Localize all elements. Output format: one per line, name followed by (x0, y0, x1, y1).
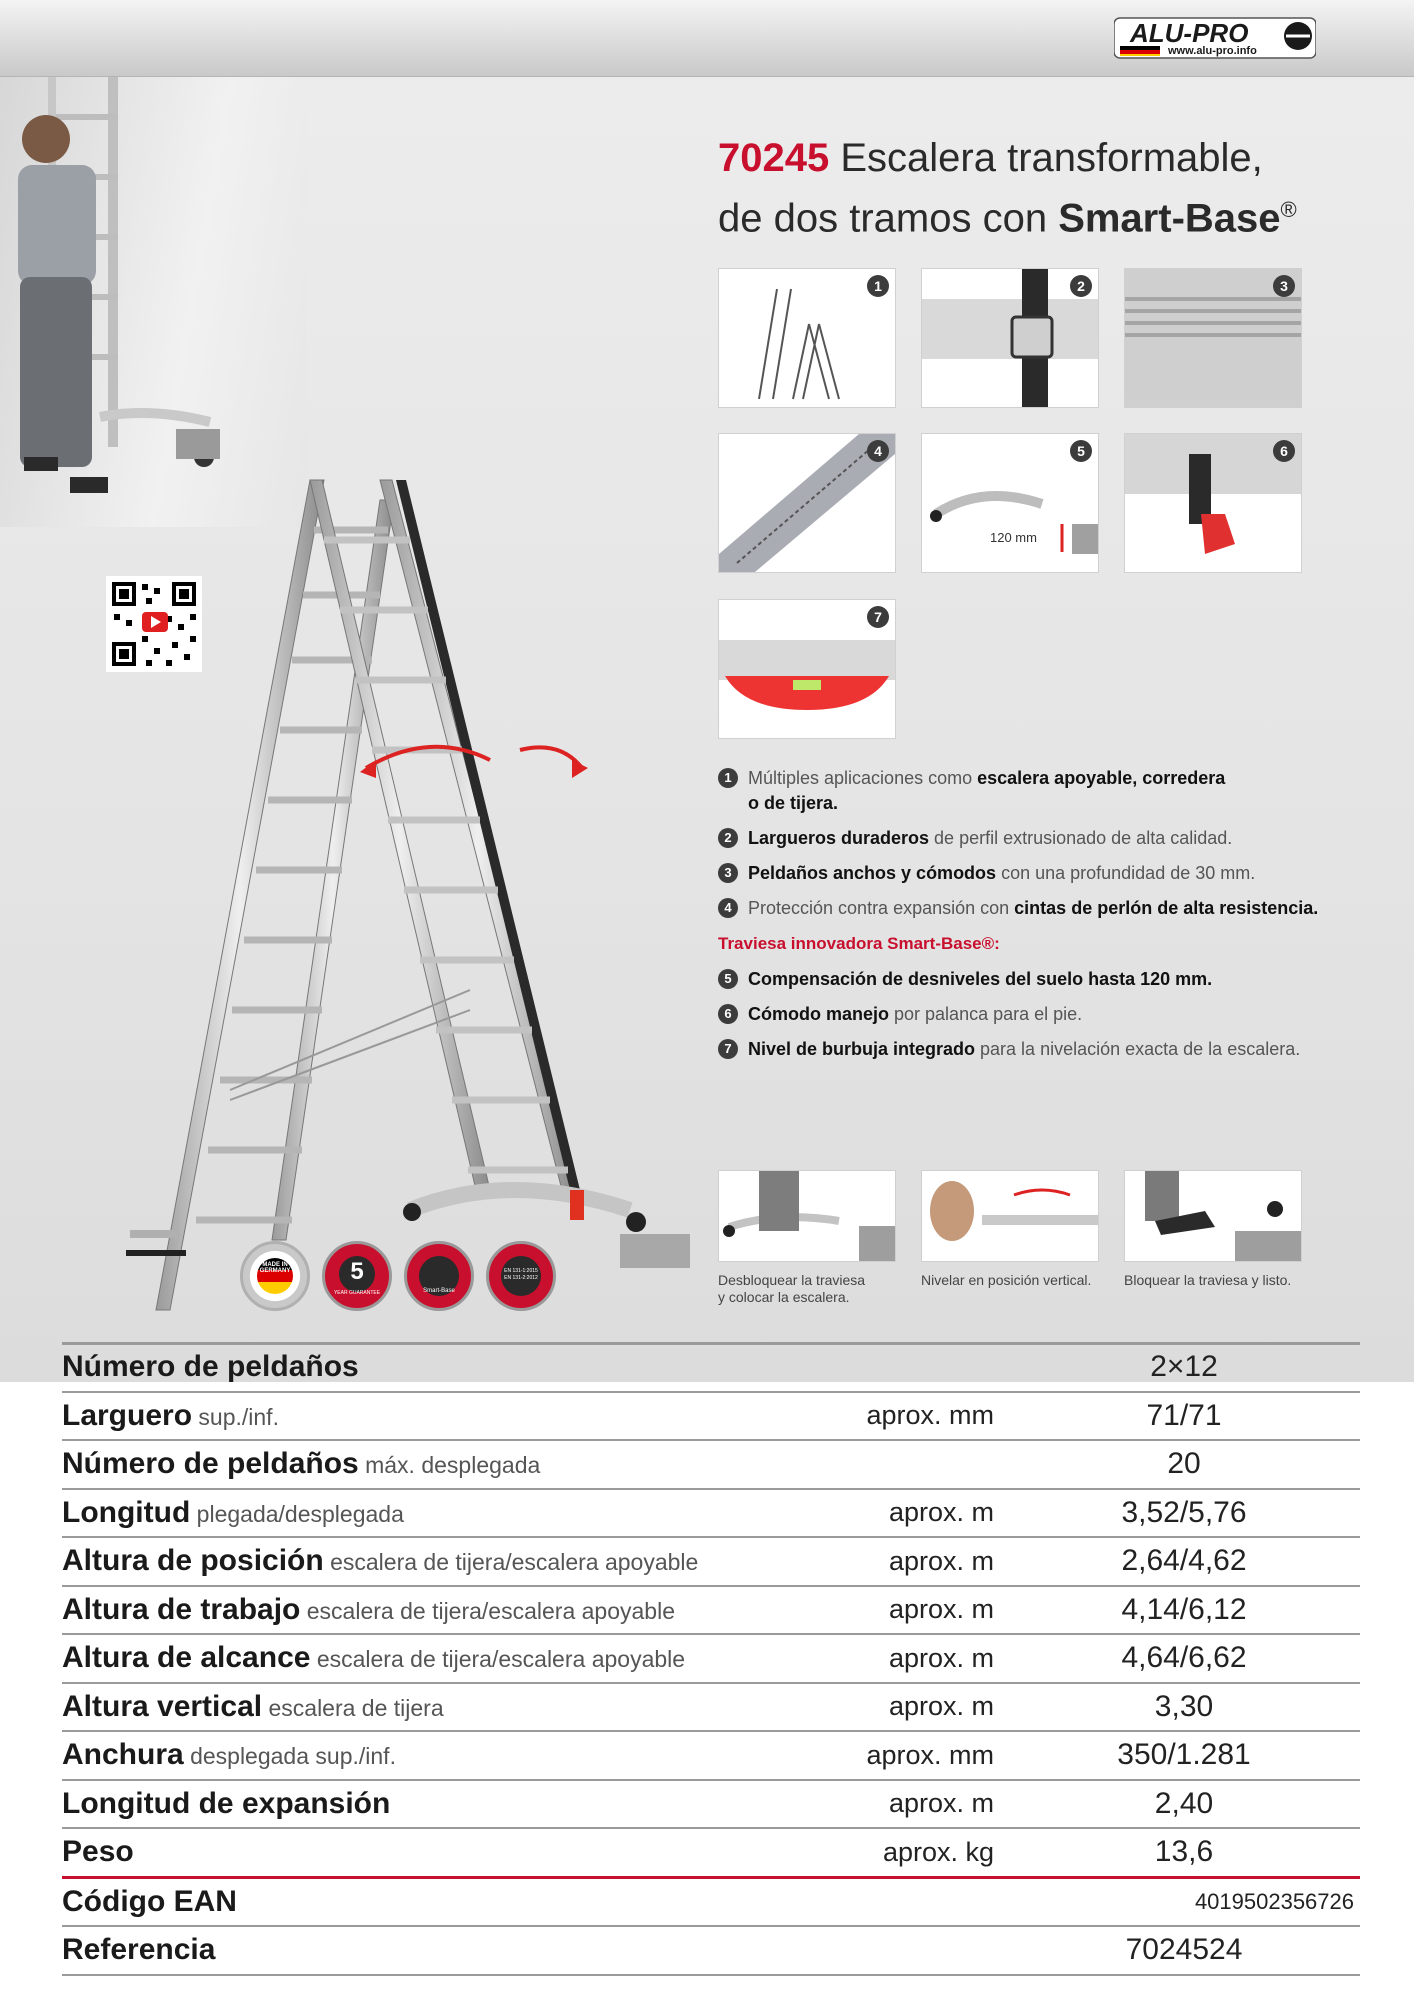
en131-text: EN 131-1:2015 EN 131-2:2012 (504, 1268, 538, 1281)
spec-value: 13,6 (1008, 1828, 1360, 1877)
spec-row (62, 1926, 1360, 1975)
smart-base-subheading: Traviesa innovadora Smart-Base®: (718, 934, 1000, 953)
person-with-ladder-photo (0, 77, 306, 527)
spec-label-cell (62, 1392, 774, 1441)
feature-4-text-a: Protección contra expansión con (748, 898, 1015, 918)
specs-table (62, 1344, 1360, 1976)
thumb-5-measure: 120 mm (990, 530, 1037, 545)
thumb-badge-7: 7 (867, 606, 889, 628)
step-caption-1-line1: Desbloquear la traviesa (718, 1272, 866, 1288)
ladder-illustration (110, 470, 710, 1330)
feature-2-badge: 2 (718, 828, 738, 848)
spec-unit: aprox. mm (774, 1731, 1008, 1780)
detail-thumb-1 (718, 268, 896, 408)
spec-label-cell (62, 1877, 774, 1926)
spec-label: Altura de posición (62, 1544, 324, 1578)
spec-value: 20 (1008, 1440, 1360, 1489)
spec-value: 3,30 (1008, 1683, 1360, 1732)
thumb-badge-2: 2 (1070, 275, 1092, 297)
step-caption-1 (718, 1272, 865, 1306)
feature-6-text-c: por palanca para el pie. (889, 1004, 1083, 1024)
feature-6-text-b: Cómodo manejo (748, 1004, 890, 1024)
step-caption-3 (1124, 1272, 1291, 1289)
feature-1-text-b: escalera apoyable, corredera (977, 768, 1226, 788)
step-image-1 (718, 1170, 896, 1262)
feature-5-text-b: Compensación de desniveles del suelo hasta 120 mm. (748, 969, 1213, 989)
feature-7-badge: 7 (718, 1039, 738, 1059)
spec-value: 7024524 (1008, 1926, 1360, 1975)
spec-label-cell (62, 1634, 774, 1683)
spec-label: Altura de trabajo (62, 1592, 301, 1626)
step-caption-2 (921, 1272, 1091, 1289)
registered-mark: ® (1280, 197, 1297, 222)
spec-value: 71/71 (1008, 1392, 1360, 1441)
spec-label-cell (62, 1780, 774, 1829)
thumb-badge-1: 1 (867, 275, 889, 297)
feature-3-badge: 3 (718, 863, 738, 883)
spec-unit: aprox. m (774, 1489, 1008, 1538)
spec-sublabel: sup./inf. (192, 1403, 279, 1430)
feature-7-text-c: para la nivelación exacta de la escalera. (975, 1039, 1301, 1059)
step-image-2 (921, 1170, 1099, 1262)
spec-row (62, 1537, 1360, 1586)
spec-label-cell (62, 1489, 774, 1538)
spec-unit: aprox. mm (774, 1392, 1008, 1441)
feature-4-badge: 4 (718, 898, 738, 918)
spec-row (62, 1344, 1360, 1392)
spec-value: 350/1.281 (1008, 1731, 1360, 1780)
detail-thumb-2 (921, 268, 1099, 408)
feature-4-text-b: cintas de perlón de alta resistencia. (1014, 898, 1319, 918)
spec-label-cell (62, 1537, 774, 1586)
title-smart-base: Smart-Base (1058, 196, 1281, 241)
spec-label: Código EAN (62, 1884, 237, 1918)
thumb-badge-3: 3 (1273, 275, 1295, 297)
title-line2: de dos tramos con (718, 196, 1059, 241)
spec-value: 3,52/5,76 (1008, 1489, 1360, 1538)
spec-label: Número de peldaños (62, 1447, 359, 1481)
spec-label: Número de peldaños (62, 1350, 359, 1384)
spec-label-cell (62, 1586, 774, 1635)
feature-6-badge: 6 (718, 1004, 738, 1024)
feature-2-text-b: Largueros duraderos (748, 828, 930, 848)
en131-seal (486, 1241, 556, 1311)
spec-sublabel: desplegada sup./inf. (183, 1743, 396, 1770)
feature-2-text-c: de perfil extrusionado de alta calidad. (929, 828, 1233, 848)
spec-row (62, 1440, 1360, 1489)
spec-row (62, 1780, 1360, 1829)
spec-unit (774, 1344, 1008, 1392)
guarantee-text: YEAR GUARANTEE (333, 1290, 381, 1296)
feature-5-badge: 5 (718, 969, 738, 989)
product-title (718, 132, 1297, 244)
spec-label: Altura vertical (62, 1689, 263, 1723)
spec-label-cell (62, 1440, 774, 1489)
detail-thumb-4 (718, 433, 896, 573)
title-line1: Escalera transformable, (829, 136, 1263, 180)
feature-7-text-b: Nivel de burbuja integrado (748, 1039, 976, 1059)
spec-label-cell (62, 1683, 774, 1732)
spec-unit: aprox. m (774, 1586, 1008, 1635)
spec-value: 2×12 (1008, 1344, 1360, 1392)
spec-unit: aprox. m (774, 1537, 1008, 1586)
spec-sublabel: escalera de tijera (262, 1694, 444, 1721)
feature-3-text-b: Peldaños anchos y cómodos (748, 863, 997, 883)
made-in-germany-seal (240, 1241, 310, 1311)
spec-value: 2,64/4,62 (1008, 1537, 1360, 1586)
step-caption-3-line1: Bloquear la traviesa y listo. (1124, 1272, 1292, 1288)
detail-thumb-6 (1124, 433, 1302, 573)
spec-label: Peso (62, 1835, 134, 1869)
spec-sublabel: máx. desplegada (358, 1452, 541, 1479)
spec-sublabel: plegada/desplegada (190, 1500, 404, 1527)
step-caption-1-line2: y colocar la escalera. (718, 1289, 850, 1305)
spec-value: 2,40 (1008, 1780, 1360, 1829)
spec-label: Anchura (62, 1738, 184, 1772)
product-number: 70245 (718, 136, 830, 180)
step-caption-2-line1: Nivelar en posición vertical. (921, 1272, 1092, 1288)
feature-3-text-c: con una profundidad de 30 mm. (996, 863, 1256, 883)
spec-label-cell (62, 1731, 774, 1780)
spec-row (62, 1731, 1360, 1780)
thumb-badge-5: 5 (1070, 440, 1092, 462)
guarantee-seal (322, 1241, 392, 1311)
smart-base-seal (404, 1241, 474, 1311)
spec-row (62, 1392, 1360, 1441)
brand-name: ALU-PRO (1130, 18, 1249, 48)
spec-value: 4019502356726 (1008, 1877, 1360, 1926)
spec-unit (774, 1926, 1008, 1975)
spec-label-cell (62, 1926, 774, 1975)
thumb-badge-6: 6 (1273, 440, 1295, 462)
spec-value: 4,64/6,62 (1008, 1634, 1360, 1683)
seal-made-in-germany-text: MADE IN GERMANY (259, 1262, 291, 1274)
feature-1-text-a: Múltiples aplicaciones como (748, 768, 978, 788)
spec-label: Referencia (62, 1933, 216, 1967)
spec-sublabel: escalera de tijera/escalera apoyable (310, 1646, 686, 1673)
spec-unit: aprox. kg (774, 1828, 1008, 1877)
feature-1-badge: 1 (718, 768, 738, 788)
spec-label: Larguero (62, 1398, 193, 1432)
spec-sublabel: escalera de tijera/escalera apoyable (323, 1549, 699, 1576)
spec-unit: aprox. m (774, 1683, 1008, 1732)
spec-label-cell (62, 1344, 774, 1392)
spec-unit (774, 1877, 1008, 1926)
spec-label: Altura de alcance (62, 1641, 311, 1675)
spec-label: Longitud (62, 1495, 191, 1529)
thumb-badge-4: 4 (867, 440, 889, 462)
spec-row (62, 1828, 1360, 1877)
detail-thumb-5 (921, 433, 1099, 573)
spec-label-cell (62, 1828, 774, 1877)
guarantee-years: 5 (350, 1258, 364, 1285)
spec-unit: aprox. m (774, 1634, 1008, 1683)
spec-row (62, 1634, 1360, 1683)
spec-unit (774, 1440, 1008, 1489)
step-image-3 (1124, 1170, 1302, 1262)
detail-thumb-3 (1124, 268, 1302, 408)
spec-sublabel: escalera de tijera/escalera apoyable (300, 1597, 675, 1624)
spec-row (62, 1877, 1360, 1926)
header-bar (0, 0, 1414, 77)
spec-row (62, 1586, 1360, 1635)
spec-row (62, 1489, 1360, 1538)
feature-1-text-line2: o de tijera. (748, 793, 839, 813)
spec-value: 4,14/6,12 (1008, 1586, 1360, 1635)
smart-base-text: Smart-Base (423, 1288, 455, 1294)
spec-row (62, 1683, 1360, 1732)
spec-unit: aprox. m (774, 1780, 1008, 1829)
brand-url: www.alu-pro.info (1168, 45, 1257, 57)
detail-thumb-7 (718, 599, 896, 739)
spec-label: Longitud de expansión (62, 1786, 391, 1820)
